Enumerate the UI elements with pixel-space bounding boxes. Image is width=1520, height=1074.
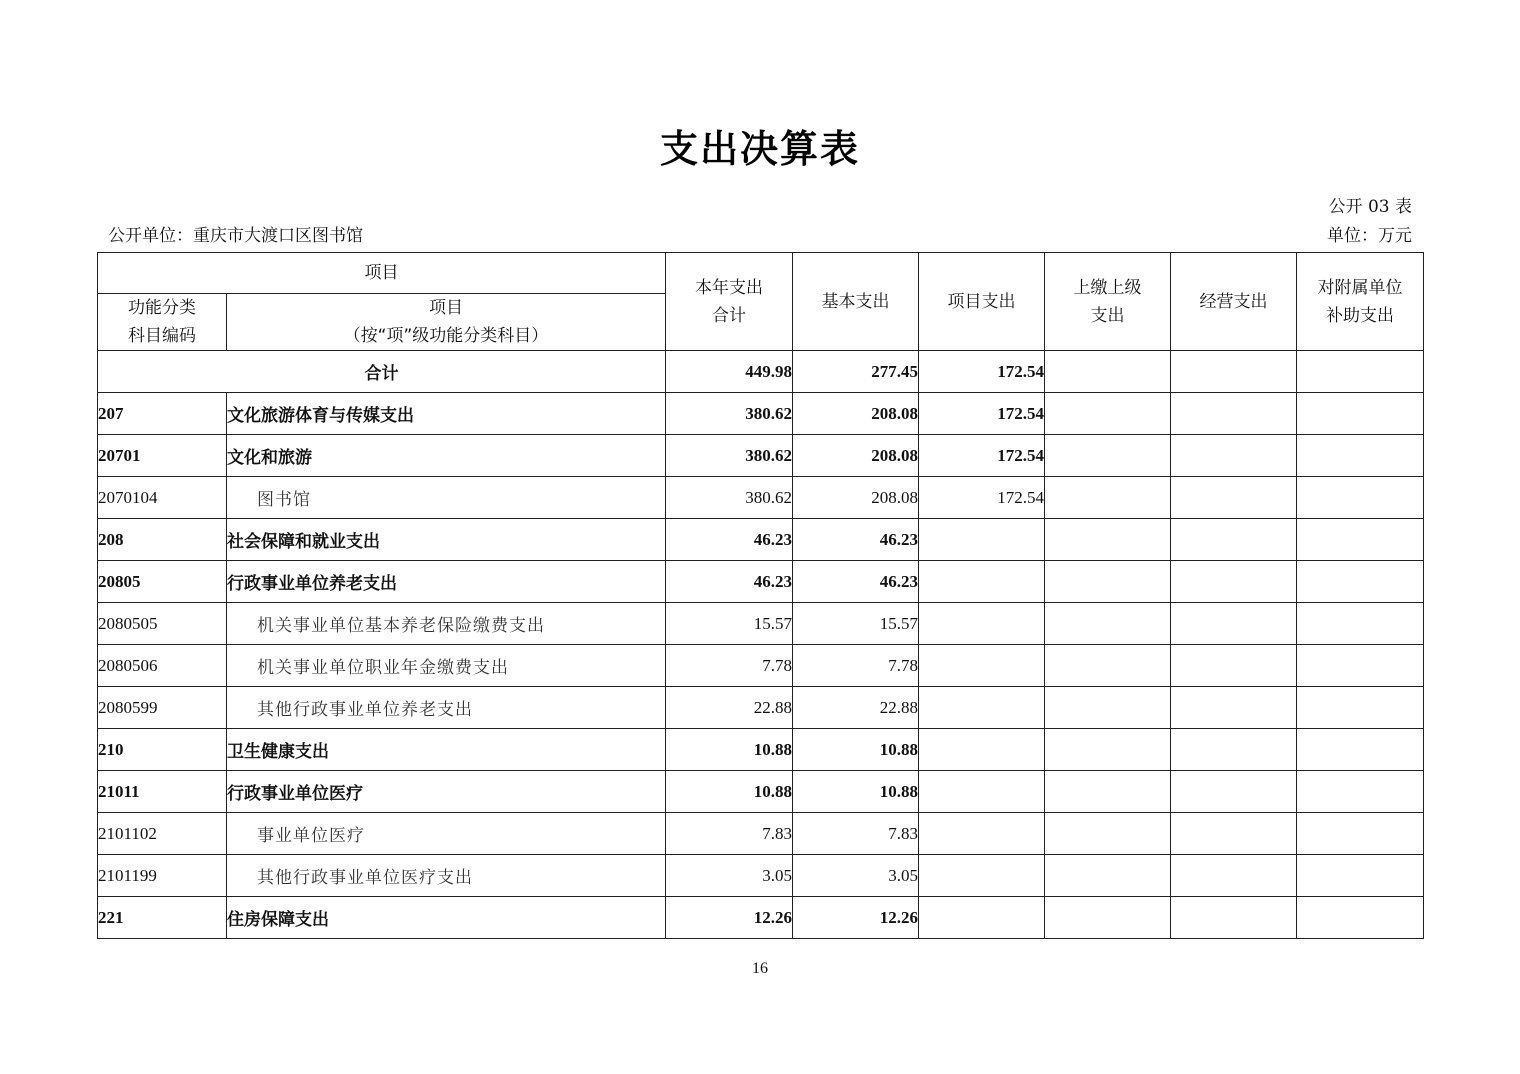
upper-cell <box>1045 813 1171 855</box>
basic-cell: 3.05 <box>793 855 919 897</box>
project-cell <box>919 561 1045 603</box>
header-basic: 基本支出 <box>793 253 919 351</box>
total-cell: 22.88 <box>666 687 793 729</box>
business-cell <box>1171 645 1297 687</box>
total-cell: 46.23 <box>666 561 793 603</box>
total-cell: 380.62 <box>666 393 793 435</box>
header-item <box>227 294 666 351</box>
name-cell: 机关事业单位基本养老保险缴费支出 <box>227 603 666 645</box>
business-cell <box>1171 435 1297 477</box>
project-cell <box>919 519 1045 561</box>
code-cell: 2101199 <box>98 855 227 897</box>
upper-cell <box>1045 393 1171 435</box>
code-cell: 2080599 <box>98 687 227 729</box>
project-cell <box>919 813 1045 855</box>
upper-cell <box>1045 561 1171 603</box>
header-total-line2: 合计 <box>712 305 746 326</box>
total-label: 合计 <box>98 351 666 393</box>
subsidy-cell <box>1297 645 1424 687</box>
name-cell: 卫生健康支出 <box>227 729 666 771</box>
name-cell: 住房保障支出 <box>227 897 666 939</box>
project-cell <box>919 645 1045 687</box>
subsidy-cell <box>1297 813 1424 855</box>
table-row <box>98 855 1424 897</box>
page-number: 16 <box>752 960 768 977</box>
upper-cell <box>1045 435 1171 477</box>
business-cell <box>1171 729 1297 771</box>
project-cell <box>919 603 1045 645</box>
name-cell: 机关事业单位职业年金缴费支出 <box>227 645 666 687</box>
upper-cell <box>1045 687 1171 729</box>
basic-cell: 208.08 <box>793 435 919 477</box>
header-project: 项目支出 <box>919 253 1045 351</box>
name-cell: 事业单位医疗 <box>227 813 666 855</box>
code-cell: 2080505 <box>98 603 227 645</box>
total-cell: 15.57 <box>666 603 793 645</box>
business-cell <box>1171 813 1297 855</box>
code-cell: 2080506 <box>98 645 227 687</box>
basic-cell: 277.45 <box>793 351 919 393</box>
basic-cell: 46.23 <box>793 519 919 561</box>
project-cell: 172.54 <box>919 393 1045 435</box>
currency-unit: 单位：万元 <box>1327 226 1412 246</box>
business-cell <box>1171 393 1297 435</box>
header-code-line2: 科目编码 <box>128 326 196 346</box>
project-cell <box>919 897 1045 939</box>
name-cell: 其他行政事业单位医疗支出 <box>227 855 666 897</box>
header-code-line1: 功能分类 <box>128 298 196 318</box>
subsidy-cell <box>1297 519 1424 561</box>
basic-cell: 7.78 <box>793 645 919 687</box>
business-cell <box>1171 351 1297 393</box>
name-cell: 图书馆 <box>227 477 666 519</box>
business-cell <box>1171 687 1297 729</box>
header-project-group: 项目 <box>98 253 666 294</box>
basic-cell: 15.57 <box>793 603 919 645</box>
upper-cell <box>1045 603 1171 645</box>
basic-cell: 7.83 <box>793 813 919 855</box>
upper-cell <box>1045 645 1171 687</box>
name-cell: 社会保障和就业支出 <box>227 519 666 561</box>
subsidy-cell <box>1297 855 1424 897</box>
subsidy-cell <box>1297 351 1424 393</box>
header-item-line1: 项目 <box>429 298 463 318</box>
upper-cell <box>1045 477 1171 519</box>
page-title: 支出决算表 <box>659 127 860 171</box>
total-cell: 10.88 <box>666 771 793 813</box>
subsidy-cell <box>1297 435 1424 477</box>
code-cell: 20701 <box>98 435 227 477</box>
project-cell: 172.54 <box>919 435 1045 477</box>
table-row <box>98 813 1424 855</box>
basic-cell: 22.88 <box>793 687 919 729</box>
upper-cell <box>1045 729 1171 771</box>
table-row <box>98 687 1424 729</box>
business-cell <box>1171 561 1297 603</box>
name-cell: 其他行政事业单位养老支出 <box>227 687 666 729</box>
total-cell: 3.05 <box>666 855 793 897</box>
subsidy-cell <box>1297 687 1424 729</box>
subsidy-cell <box>1297 897 1424 939</box>
table-row <box>98 771 1424 813</box>
name-cell: 行政事业单位医疗 <box>227 771 666 813</box>
basic-cell: 46.23 <box>793 561 919 603</box>
header-subsidy <box>1297 253 1424 351</box>
basic-cell: 12.26 <box>793 897 919 939</box>
header-upper <box>1045 253 1171 351</box>
subsidy-cell <box>1297 393 1424 435</box>
name-cell: 行政事业单位养老支出 <box>227 561 666 603</box>
business-cell <box>1171 519 1297 561</box>
basic-cell: 10.88 <box>793 729 919 771</box>
project-cell: 172.54 <box>919 477 1045 519</box>
total-cell: 380.62 <box>666 477 793 519</box>
project-cell <box>919 729 1045 771</box>
header-business: 经营支出 <box>1171 253 1297 351</box>
code-cell: 207 <box>98 393 227 435</box>
table-row <box>98 645 1424 687</box>
table-row <box>98 393 1424 435</box>
code-cell: 20805 <box>98 561 227 603</box>
table-row <box>98 435 1424 477</box>
header-total-line1: 本年支出 <box>695 277 763 298</box>
total-cell: 12.26 <box>666 897 793 939</box>
header-code <box>98 294 227 351</box>
total-cell: 7.83 <box>666 813 793 855</box>
name-cell: 文化和旅游 <box>227 435 666 477</box>
project-cell <box>919 855 1045 897</box>
code-cell: 21011 <box>98 771 227 813</box>
basic-cell: 208.08 <box>793 477 919 519</box>
upper-cell <box>1045 351 1171 393</box>
business-cell <box>1171 477 1297 519</box>
code-cell: 2101102 <box>98 813 227 855</box>
header-upper-line2: 支出 <box>1090 305 1125 326</box>
total-row <box>98 351 1424 393</box>
total-cell: 46.23 <box>666 519 793 561</box>
table-row <box>98 561 1424 603</box>
subsidy-cell <box>1297 603 1424 645</box>
reporting-unit: 公开单位：重庆市大渡口区图书馆 <box>108 226 363 246</box>
subsidy-cell <box>1297 729 1424 771</box>
total-cell: 449.98 <box>666 351 793 393</box>
expenditure-table <box>97 252 1424 939</box>
total-cell: 7.78 <box>666 645 793 687</box>
header-subsidy-line1: 对附属单位 <box>1317 277 1403 298</box>
table-row <box>98 897 1424 939</box>
business-cell <box>1171 771 1297 813</box>
code-cell: 210 <box>98 729 227 771</box>
table-row <box>98 519 1424 561</box>
total-cell: 10.88 <box>666 729 793 771</box>
upper-cell <box>1045 771 1171 813</box>
form-number: 公开 03 表 <box>1328 197 1412 217</box>
subsidy-cell <box>1297 771 1424 813</box>
project-cell <box>919 687 1045 729</box>
project-cell: 172.54 <box>919 351 1045 393</box>
table-row <box>98 729 1424 771</box>
name-cell: 文化旅游体育与传媒支出 <box>227 393 666 435</box>
upper-cell <box>1045 855 1171 897</box>
table-row <box>98 603 1424 645</box>
header-upper-line1: 上缴上级 <box>1073 277 1142 298</box>
total-cell: 380.62 <box>666 435 793 477</box>
business-cell <box>1171 603 1297 645</box>
subsidy-cell <box>1297 477 1424 519</box>
project-cell <box>919 771 1045 813</box>
header-item-line2: （按“项”级功能分类科目） <box>343 326 549 346</box>
upper-cell <box>1045 897 1171 939</box>
code-cell: 221 <box>98 897 227 939</box>
basic-cell: 10.88 <box>793 771 919 813</box>
subsidy-cell <box>1297 561 1424 603</box>
basic-cell: 208.08 <box>793 393 919 435</box>
business-cell <box>1171 897 1297 939</box>
header-total <box>666 253 793 351</box>
code-cell: 208 <box>98 519 227 561</box>
header-subsidy-line2: 补助支出 <box>1326 305 1394 326</box>
code-cell: 2070104 <box>98 477 227 519</box>
upper-cell <box>1045 519 1171 561</box>
table-row <box>98 477 1424 519</box>
business-cell <box>1171 855 1297 897</box>
